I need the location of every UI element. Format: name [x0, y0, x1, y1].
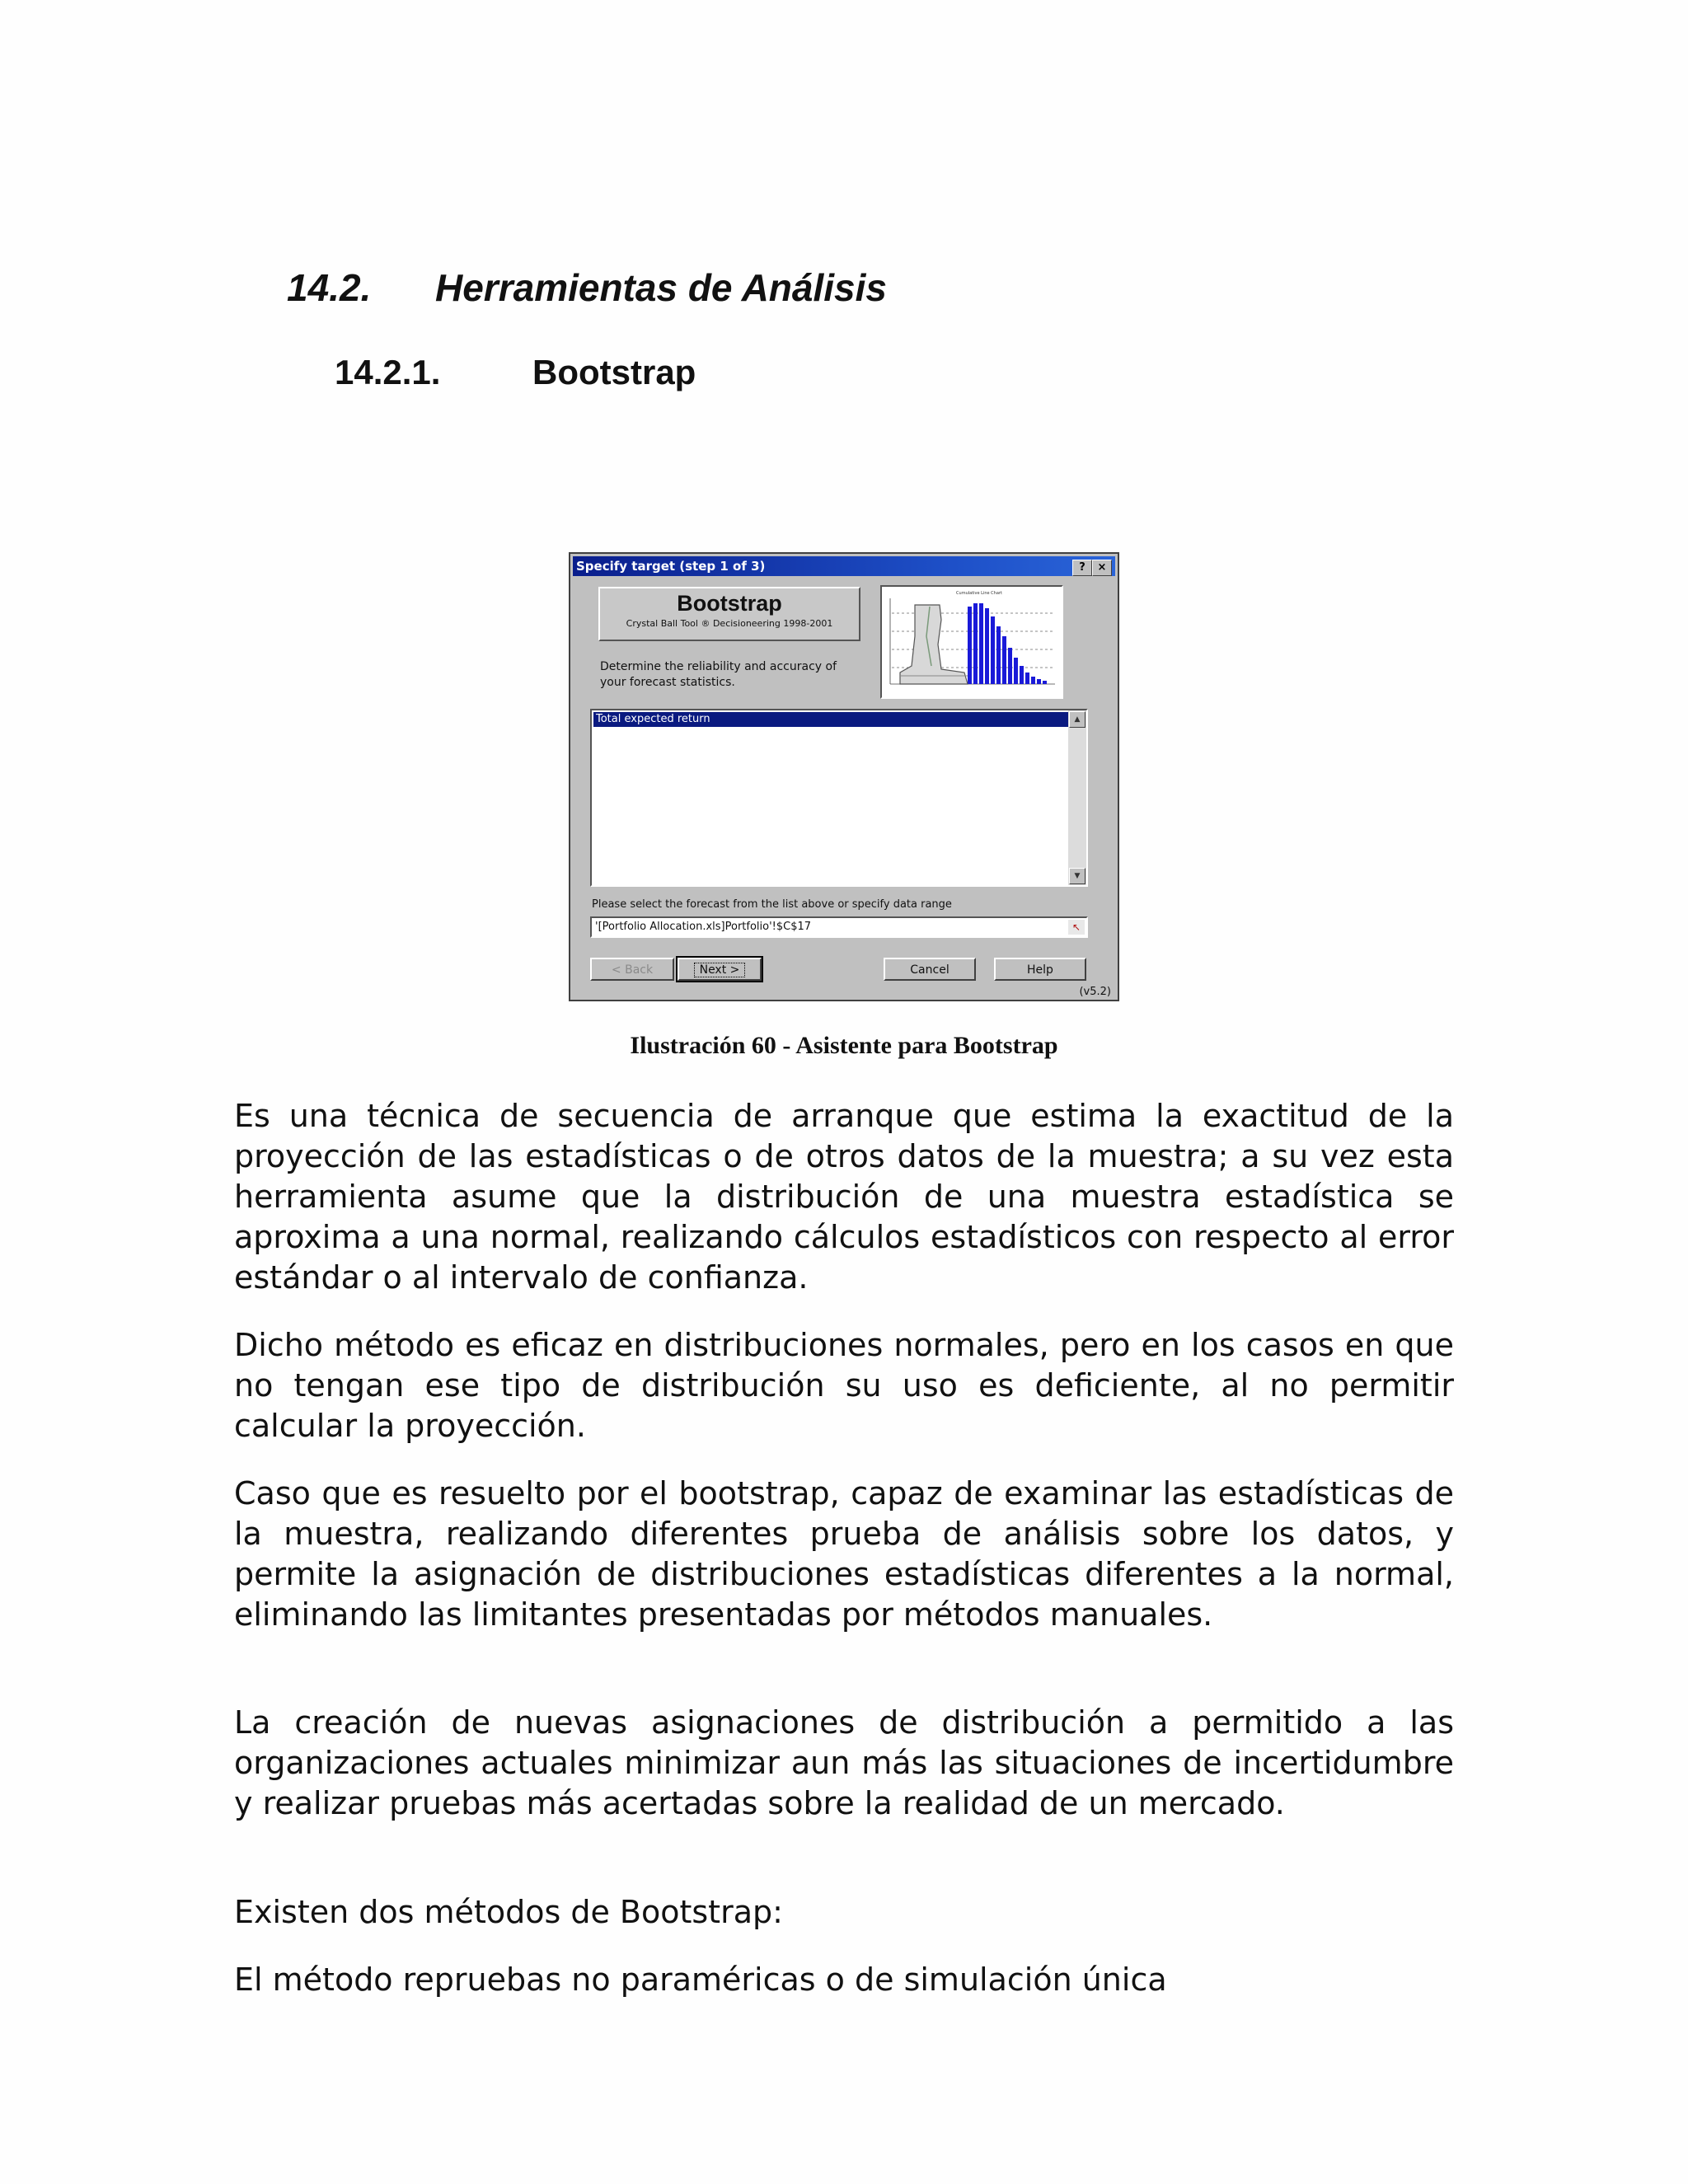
brand-name: Bootstrap [677, 591, 782, 616]
next-button-label: Next > [694, 963, 746, 977]
section-heading [287, 265, 887, 310]
next-button[interactable] [678, 958, 762, 981]
subsection-title: Bootstrap [532, 353, 696, 391]
paragraph-3: Caso que es resuelto por el bootstrap, capaz de examinar las estadísticas de la muestra, realizando diferentes prueba de análisis sobre los datos, y permite la asignación de distribuciones estadísticas diferentes a la normal, eliminando las limitantes presentadas por métodos manuales. [234, 1475, 1454, 1633]
figure-caption: Ilustración 60 - Asistente para Bootstrap [630, 1032, 1058, 1059]
scroll-down-icon[interactable]: ▼ [1069, 868, 1085, 884]
section-number: 14.2. [287, 266, 372, 309]
subsection-heading [335, 353, 696, 392]
paragraph-5: Existen dos métodos de Bootstrap: [234, 1894, 783, 1930]
version-label: (v5.2) [1079, 986, 1111, 998]
thumbnail-title: Cumulative Line Chart [956, 591, 1002, 596]
brand-copyright: Crystal Ball Tool ® Decisioneering 1998-2001 [626, 618, 833, 629]
bootstrap-wizard-dialog [569, 552, 1119, 1001]
brand-panel [598, 587, 860, 641]
boot-shape [900, 605, 968, 684]
histogram-bars [968, 603, 1047, 684]
selection-prompt: Please select the forecast from the list above or specify data range [592, 898, 952, 911]
bootstrap-illustration [880, 585, 1063, 699]
subsection-number: 14.2.1. [335, 353, 441, 391]
range-select-icon[interactable]: ↖ [1068, 920, 1085, 935]
forecast-list-item-selected[interactable]: Total expected return [593, 712, 1068, 727]
data-range-input[interactable] [590, 916, 1088, 938]
help-question-icon[interactable]: ? [1072, 560, 1092, 576]
close-icon[interactable]: × [1092, 560, 1112, 576]
help-button[interactable]: Help [994, 958, 1086, 981]
paragraph-1: Es una técnica de secuencia de arranque que estima la exactitud de la proyección de las estadísticas o de otros datos de la muestra; a su vez esta herramienta asume que la distribución de una muestra estadística se aproxima a una normal, realizando cálculos estadísticos con respecto al error estándar o al intervalo de confianza. [234, 1098, 1454, 1296]
dialog-titlebar [573, 556, 1115, 576]
cancel-button[interactable]: Cancel [884, 958, 976, 981]
forecast-listbox[interactable] [590, 709, 1088, 887]
paragraph-6: El método repruebas no paraméricas o de simulación única [234, 1961, 1167, 1998]
listbox-scrollbar[interactable] [1068, 710, 1086, 885]
paragraph-2: Dicho método es eficaz en distribuciones normales, pero en los casos en que no tengan ese tipo de distribución su uso es deficiente, al no permitir calcular la proyección. [234, 1327, 1454, 1444]
scroll-up-icon[interactable]: ▲ [1069, 711, 1085, 728]
section-title: Herramientas de Análisis [435, 266, 887, 309]
data-range-value: '[Portfolio Allocation.xls]Portfolio'!$C$17 [595, 921, 812, 933]
tool-description: Determine the reliability and accuracy of your forecast statistics. [600, 660, 837, 689]
boot-histogram-illustration [882, 587, 1062, 697]
dialog-title: Specify target (step 1 of 3) [576, 559, 766, 574]
paragraph-4: La creación de nuevas asignaciones de distribución a permitido a las organizaciones actuales minimizar aun más las situaciones de incertidumbre y realizar pruebas más acertadas sobre la realidad de un mercado. [234, 1704, 1454, 1821]
back-button[interactable]: < Back [590, 958, 674, 981]
